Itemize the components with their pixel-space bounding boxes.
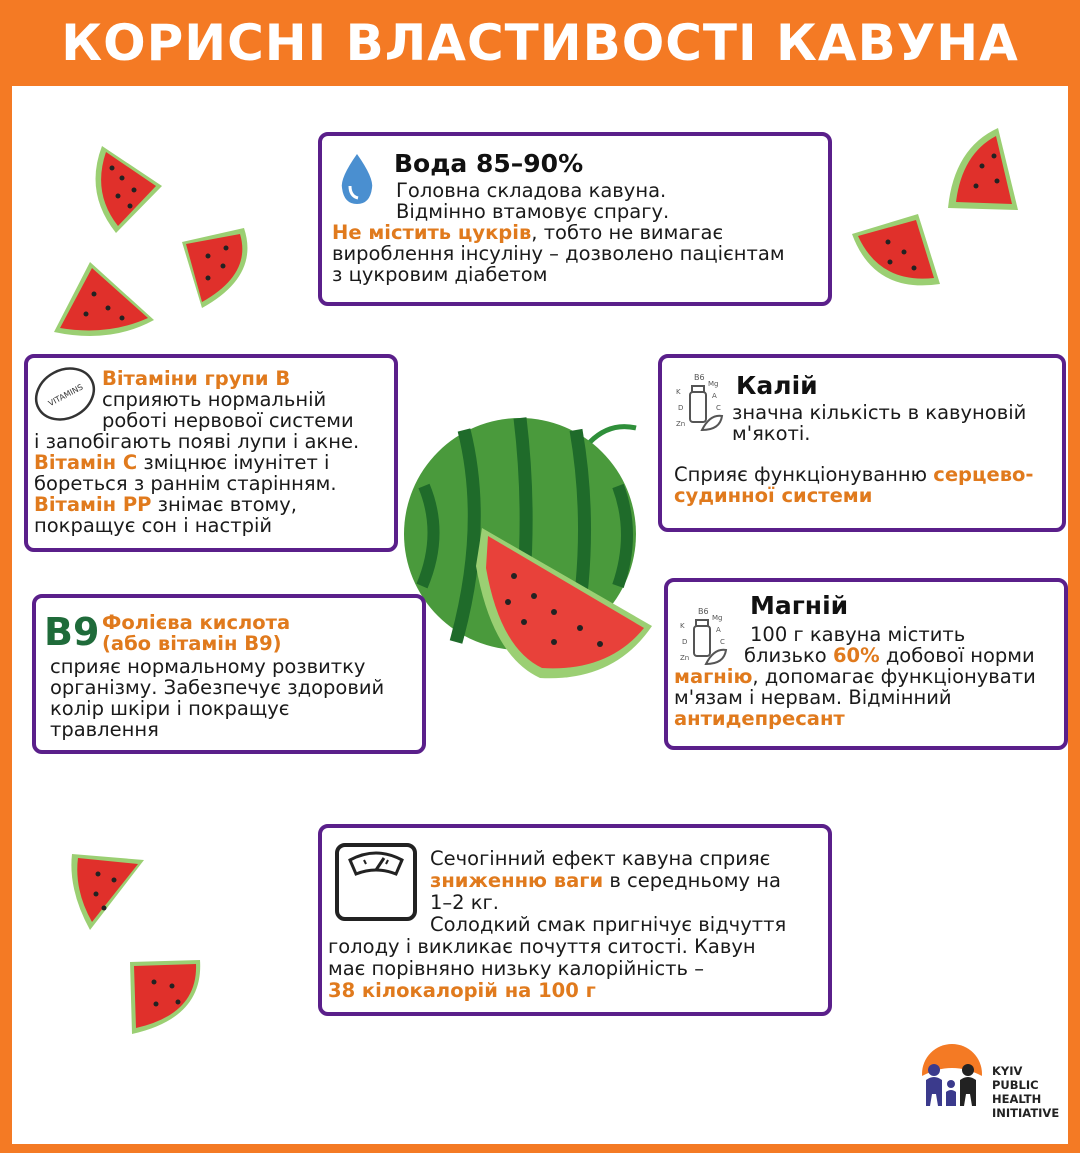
svg-text:B6: B6 (694, 373, 705, 382)
water-drop-icon (338, 152, 376, 206)
water-heading: Вода 85–90% (394, 149, 584, 178)
folic-heading: Фолієва кислота (102, 611, 291, 634)
vitamins-pill-label: VITAMINS (46, 382, 85, 409)
magnesium-line: антидепресант (674, 707, 845, 730)
watermelon-illustration (404, 416, 666, 686)
weight-line: зниженню ваги в середньому на (430, 869, 781, 892)
magnesium-card (664, 578, 1068, 750)
b9-icon: B9 (44, 610, 100, 654)
vitamins-line: покращує сон і настрій (34, 514, 273, 537)
watermelon-slice-icon (50, 258, 160, 338)
svg-text:Mg: Mg (708, 380, 719, 388)
magnesium-heading: Магній (750, 591, 849, 620)
svg-text:C: C (716, 404, 721, 412)
minerals-jar-icon (672, 370, 728, 438)
vitamins-line: Вітамін РР знімає втому, (34, 493, 298, 516)
watermelon-slice-icon (848, 212, 944, 288)
svg-text:Zn: Zn (676, 420, 686, 428)
water-line: Не містить цукрів, тобто не вимагає (332, 221, 724, 244)
watermelon-slice-icon (942, 126, 1022, 214)
svg-text:Mg: Mg (712, 614, 723, 622)
water-line: вироблення інсуліну – дозволено пацієнтам (332, 242, 785, 265)
magnesium-line: близько 60% добової норми (744, 644, 1035, 667)
svg-text:D: D (682, 638, 688, 646)
folic-acid-card (32, 594, 426, 754)
magnesium-line: магнію, допомагає функціонувати (674, 665, 1036, 688)
folic-line: колір шкіри і покращує (50, 697, 290, 720)
svg-text:Zn: Zn (680, 654, 690, 662)
watermelon-slice-icon (128, 958, 204, 1038)
logo-text: KYIV PUBLIC HEALTH INITIATIVE (992, 1064, 1060, 1120)
vitamins-line: сприяють нормальній (102, 388, 327, 411)
watermelon-slice-icon (178, 226, 258, 311)
water-line: Відмінно втамовує спрагу. (396, 200, 670, 223)
weight-line: 1–2 кг. (430, 891, 499, 914)
magnesium-line: 100 г кавуна містить (750, 623, 966, 646)
svg-text:K: K (680, 622, 685, 630)
potassium-line: значна кількість в кавуновій (732, 401, 1027, 424)
watermelon-slice-icon (68, 850, 148, 932)
vitamins-pill-icon (32, 364, 98, 424)
vitamins-line: роботі нервової системи (102, 409, 354, 432)
svg-text:C: C (720, 638, 725, 646)
svg-text:K: K (676, 388, 681, 396)
kyiv-public-health-logo-icon (918, 1040, 988, 1120)
potassium-line: Сприяє функціонуванню серцево- (674, 463, 1034, 486)
vitamins-line: Вітамін С зміцнює імунітет і (34, 451, 330, 474)
folic-heading: (або вітамін В9) (102, 632, 282, 655)
svg-text:B6: B6 (698, 607, 709, 616)
weight-line: Сечогінний ефект кавуна сприяє (430, 847, 771, 870)
minerals-jar-icon (676, 604, 732, 672)
potassium-heading: Калій (736, 371, 818, 400)
no-sugar-highlight: Не містить цукрів (332, 221, 532, 244)
weight-line: 38 кілокалорій на 100 г (328, 979, 596, 1002)
potassium-line: м'якоті. (732, 422, 811, 445)
folic-line: травлення (50, 718, 159, 741)
scale-icon (334, 842, 418, 922)
vitamins-card (24, 354, 398, 552)
watermelon-slice-icon (82, 138, 172, 238)
svg-text:A: A (712, 392, 717, 400)
infographic-canvas (12, 86, 1068, 1144)
folic-line: сприяє нормальному розвитку (50, 655, 366, 678)
svg-text:A: A (716, 626, 721, 634)
water-line: Головна складова кавуна. (396, 179, 667, 202)
magnesium-line: м'язам і нервам. Відмінний (674, 686, 952, 709)
potassium-card (658, 354, 1066, 532)
water-line: з цукровим діабетом (332, 263, 548, 286)
weight-line: Солодкий смак пригнічує відчуття (430, 913, 787, 936)
vitamins-line: бореться з раннім старінням. (34, 472, 337, 495)
folic-line: організму. Забезпечує здоровий (50, 676, 385, 699)
weight-line: має порівняно низьку калорійність – (328, 957, 704, 980)
water-card (318, 132, 832, 306)
svg-text:D: D (678, 404, 684, 412)
potassium-line: судинної системи (674, 484, 873, 507)
vitamins-line: і запобігають появі лупи і акне. (34, 430, 360, 453)
weight-card (318, 824, 832, 1016)
weight-line: голоду і викликає почуття ситості. Кавун (328, 935, 756, 958)
page-title: КОРИСНІ ВЛАСТИВОСТІ КАВУНА (61, 14, 1019, 72)
vitamins-b-heading: Вітаміни групи В (102, 367, 291, 390)
